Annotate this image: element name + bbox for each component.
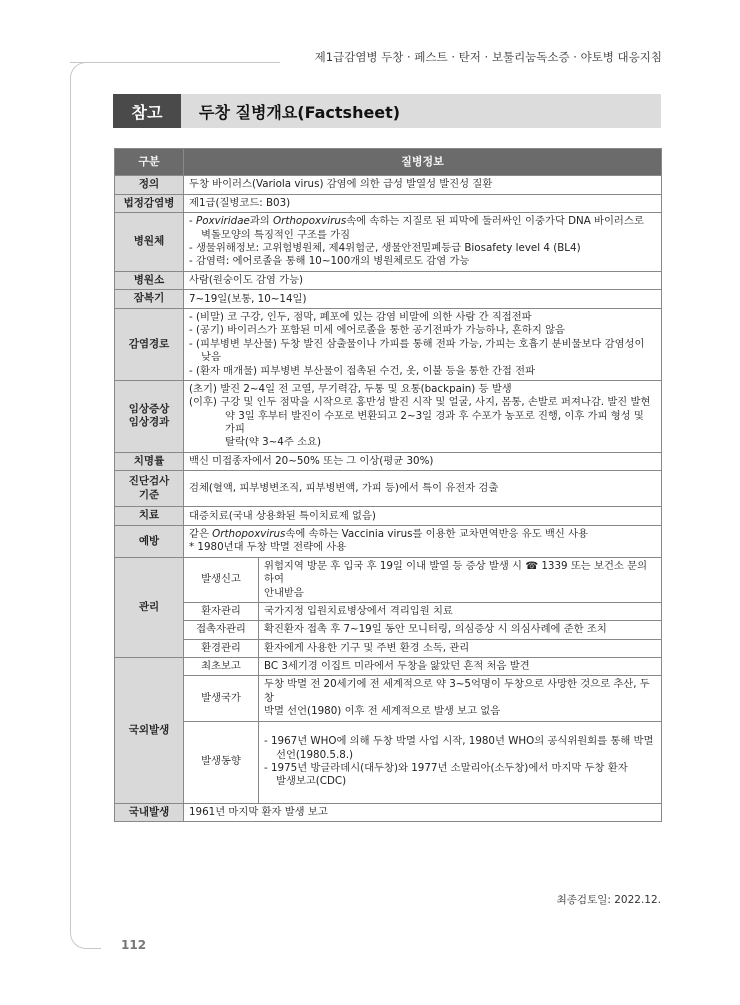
pathogen-text: - — [189, 215, 196, 228]
transmission-line-3b: 낮음 — [201, 351, 221, 364]
international-countries-line-1: 두창 박멸 전 20세기에 전 세계적으로 약 3~5억명이 두창으로 사망한 것으로 추산, 두창 — [264, 678, 650, 704]
table-row — [115, 639, 662, 657]
international-first-text: BC 3세기경 이집트 미라에서 두창을 앓았던 흔적 처음 발견 — [259, 658, 662, 676]
table-row — [115, 507, 662, 526]
clinical-line-2b: 약 3일 후부터 발진이 수포로 변환되고 2~3일 경과 후 수포가 농포로 진행, 이후 가피 형성 및 가피 — [225, 409, 644, 436]
definition-text: 두창 바이러스(Variola virus) 감염에 의한 급성 발열성 발진성 질환 — [184, 176, 662, 195]
international-trend-cell — [259, 721, 662, 803]
international-trend-line-2: - 1975년 방글라데시(대두창)와 1977년 소말리아(소두창)에서 마지막 두창 환자 — [264, 762, 628, 775]
prevention-line-1 — [189, 528, 656, 541]
row-label-reservoir: 병원소 — [115, 271, 184, 290]
transmission-line-1: - (비말) 코 구강, 인두, 점막, 폐포에 있는 감염 비말에 의한 사람 간 직접전파 — [189, 311, 532, 324]
table-row — [115, 471, 662, 507]
prevention-text: 같은 — [189, 528, 213, 541]
management-contact-text: 확진환자 접촉 후 7~19일 동안 모니터링, 의심증상 시 의심사례에 준한 조치 — [259, 621, 662, 639]
prevention-text: Orthopoxvirus — [212, 528, 286, 541]
clinical-label-2: 임상경과 — [128, 416, 170, 429]
legal-text: 제1급(질병코드: B03) — [184, 194, 662, 213]
transmission-line-4: - (환자 매개물) 피부병변 부산물이 접촉된 수건, 옷, 이불 등을 통한 간접 전파 — [189, 364, 536, 377]
row-label-incubation: 잠복기 — [115, 290, 184, 309]
row-label-clinical — [115, 380, 184, 452]
frame-line-top — [70, 62, 280, 63]
incubation-text: 7~19일(보통, 10~14일) — [184, 290, 662, 309]
pathogen-line-3: - 감염력: 에어로졸을 통해 10~100개의 병원체로도 감염 가능 — [189, 255, 470, 268]
pathogen-line-1b: 벽돌모양의 특징적인 구조를 가짐 — [201, 228, 351, 241]
table-row — [115, 557, 662, 602]
management-environment-text: 환자에게 사용한 기구 및 주변 환경 소독, 관리 — [259, 639, 662, 657]
table-row — [115, 602, 662, 620]
row-label-legal: 법정감염병 — [115, 194, 184, 213]
prevention-text: 속에 속하는 Vaccinia virus를 이용한 교차면역반응 유도 백신 사용 — [285, 528, 588, 541]
table-row — [115, 213, 662, 272]
international-trend-line-2b: 발생보고(CDC) — [276, 775, 347, 788]
international-sub-trend: 발생동향 — [184, 721, 259, 803]
management-sub-environment: 환경관리 — [184, 639, 259, 657]
header-info: 질병정보 — [184, 149, 662, 176]
management-patient-text: 국가지정 입원치료병상에서 격리입원 치료 — [259, 602, 662, 620]
pathogen-cell — [184, 213, 662, 272]
page-title: 두창 질병개요(Factsheet) — [199, 102, 401, 122]
section-title-bar — [113, 94, 661, 128]
pathogen-text: 속에 속하는 지질로 된 피막에 둘러싸인 이중가닥 DNA 바이러스로 — [346, 215, 644, 228]
row-label-international: 국외발생 — [115, 658, 184, 804]
row-label-transmission: 감염경로 — [115, 309, 184, 381]
table-row — [115, 721, 662, 803]
management-report-cell — [259, 557, 662, 602]
row-label-pathogen: 병원체 — [115, 213, 184, 272]
clinical-line-2: (이후) 구강 및 인두 점막을 시작으로 홍반성 발진 시작 및 얼굴, 사지, 몸통, 손발로 퍼져나감. 발진 발현 — [189, 396, 651, 409]
clinical-line-1: (초기) 발진 2~4일 전 고열, 무기력감, 두통 및 요통(backpain) 등 발생 — [189, 382, 512, 395]
fatality-text: 백신 미접종자에서 20~50% 또는 그 이상(평균 30%) — [184, 452, 662, 471]
international-countries-line-2: 박멸 선언(1980) 이후 전 세계적으로 발생 보고 없음 — [264, 705, 501, 718]
management-sub-patient: 환자관리 — [184, 602, 259, 620]
prevention-cell — [184, 526, 662, 558]
management-sub-report: 발생신고 — [184, 557, 259, 602]
pathogen-line-2: - 생물위해정보: 고위험병원체, 제4위험군, 생물안전밀폐등급 Biosafety level 4 (BL4) — [189, 242, 581, 255]
header-category: 구분 — [115, 149, 184, 176]
title-tag: 참고 — [113, 94, 181, 128]
table-row — [115, 194, 662, 213]
table-row — [115, 309, 662, 381]
table-row — [115, 452, 662, 471]
running-head: 제1급감염병 두창 · 페스트 · 탄저 · 보툴리눔독소증 · 야토병 대응지침 — [314, 50, 662, 64]
international-trend-line-1: - 1967년 WHO에 의해 두창 박멸 사업 시작, 1980년 WHO의 공식위원회를 통해 박멸 — [264, 735, 654, 748]
domestic-text: 1961년 마지막 환자 발생 보고 — [184, 803, 662, 822]
table-row — [115, 290, 662, 309]
table-row — [115, 658, 662, 676]
diagnosis-text: 검체(혈액, 피부병변조직, 피부병변액, 가피 등)에서 특이 유전자 검출 — [184, 471, 662, 507]
row-label-management: 관리 — [115, 557, 184, 657]
international-trend-line-1b: 선언(1980.5.8.) — [276, 748, 354, 761]
table-row — [115, 176, 662, 195]
table-row — [115, 526, 662, 558]
diagnosis-label-1: 진단검사 — [128, 475, 170, 488]
final-review-date: 최종검토일: 2022.12. — [556, 894, 661, 906]
clinical-line-2c: 탈락(약 3~4주 소요) — [225, 436, 321, 449]
table-row — [115, 380, 662, 452]
treatment-text: 대증치료(국내 상용화된 특이치료제 없음) — [184, 507, 662, 526]
table-row — [115, 271, 662, 290]
diagnosis-label-2: 기준 — [138, 488, 160, 501]
pathogen-line-1 — [189, 215, 656, 228]
row-label-fatality: 치명률 — [115, 452, 184, 471]
management-sub-contact: 접촉자관리 — [184, 621, 259, 639]
table-header-row — [115, 149, 662, 176]
management-report-text-2: 안내받음 — [264, 586, 304, 599]
transmission-cell — [184, 309, 662, 381]
table-row — [115, 621, 662, 639]
page-number: 112 — [121, 938, 147, 952]
pathogen-text: Poxviridae — [196, 215, 250, 228]
row-label-diagnosis — [115, 471, 184, 507]
clinical-cell — [184, 380, 662, 452]
row-label-treatment: 치료 — [115, 507, 184, 526]
reservoir-text: 사람(원숭이도 감염 가능) — [184, 271, 662, 290]
international-sub-first: 최초보고 — [184, 658, 259, 676]
prevention-line-2: * 1980년대 두창 박멸 전략에 사용 — [189, 541, 347, 554]
management-report-text: 위험지역 방문 후 입국 후 19일 이내 발열 등 증상 발생 시 ☎ 1339 또는 보건소 문의하여 — [264, 559, 648, 586]
row-label-prevention: 예방 — [115, 526, 184, 558]
frame-line-left — [70, 62, 101, 949]
factsheet-table — [114, 148, 662, 822]
international-sub-countries: 발생국가 — [184, 676, 259, 721]
table-row — [115, 676, 662, 721]
table-row — [115, 803, 662, 822]
row-label-definition: 정의 — [115, 176, 184, 195]
row-label-domestic: 국내발생 — [115, 803, 184, 822]
transmission-line-3: - (피부병변 부산물) 두창 발진 삼출물이나 가피를 통해 전파 가능, 가피는 호흡기 분비물보다 감염성이 — [189, 337, 645, 350]
pathogen-text: Orthopoxvirus — [273, 215, 347, 228]
pathogen-text: 과의 — [249, 215, 274, 228]
international-countries-cell — [259, 676, 662, 721]
transmission-line-2: - (공기) 바이러스가 포함된 미세 에어로졸을 통한 공기전파가 가능하나, 흔하지 않음 — [189, 324, 565, 337]
clinical-label-1: 임상증상 — [128, 402, 170, 415]
